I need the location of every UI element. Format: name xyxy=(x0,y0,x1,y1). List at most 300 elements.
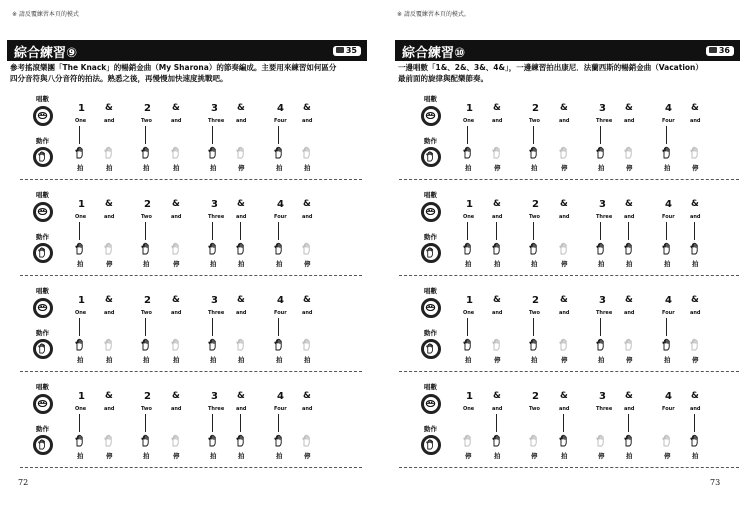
count-word: and xyxy=(690,406,701,412)
count-word: and xyxy=(559,406,570,412)
action-word: 停 xyxy=(106,452,113,460)
rhythm-block xyxy=(375,188,750,278)
clap-hand-icon xyxy=(558,432,570,445)
count-word: One xyxy=(463,214,475,220)
count-word: and xyxy=(104,406,115,412)
rest-hand-icon xyxy=(558,144,570,157)
sing-label: 唱數 xyxy=(36,287,49,295)
clap-hand-icon xyxy=(528,144,540,157)
rest-hand-icon xyxy=(623,144,635,157)
action-word: 停 xyxy=(304,260,311,268)
block-divider xyxy=(399,467,739,468)
beat-stroke xyxy=(694,222,695,240)
rest-hand-icon xyxy=(595,432,607,445)
rhythm-block xyxy=(0,92,375,182)
beat-stroke xyxy=(145,318,146,336)
count-word: Three xyxy=(596,406,613,412)
beat-stroke xyxy=(467,126,468,144)
clap-hand-icon xyxy=(595,144,607,157)
clap-hand-icon xyxy=(140,432,152,445)
rest-hand-icon xyxy=(689,336,701,349)
sing-label: 唱數 xyxy=(36,95,49,103)
count-word: and xyxy=(104,118,115,124)
clap-hand-icon xyxy=(74,144,86,157)
beat-and: & xyxy=(172,391,180,401)
beat-and: & xyxy=(691,103,699,113)
sing-label: 唱數 xyxy=(36,383,49,391)
action-word: 拍 xyxy=(276,260,283,268)
beat-and: & xyxy=(105,103,113,113)
count-word: Four xyxy=(662,406,675,412)
beat-and: & xyxy=(172,199,180,209)
action-word: 拍 xyxy=(465,260,472,268)
beat-number: 3 xyxy=(599,391,606,402)
count-word: Four xyxy=(274,406,287,412)
description-line: 參考搖滾樂團「The Knack」的暢銷金曲（My Sharona）的節奏編成。主要用來練習如何區分 xyxy=(10,63,337,72)
action-label: 動作 xyxy=(36,233,49,241)
beat-number: 4 xyxy=(277,199,284,210)
action-word: 停 xyxy=(561,164,568,172)
beat-and: & xyxy=(560,391,568,401)
count-word: and xyxy=(104,310,115,316)
rest-hand-icon xyxy=(491,336,503,349)
beat-stroke xyxy=(145,414,146,432)
beat-stroke xyxy=(600,222,601,240)
count-word: Three xyxy=(208,310,225,316)
beat-stroke xyxy=(666,318,667,336)
beat-number: 1 xyxy=(78,103,85,114)
count-word: Two xyxy=(141,310,152,316)
count-word: One xyxy=(75,310,87,316)
count-word: and xyxy=(302,214,313,220)
beat-number: 2 xyxy=(144,295,151,306)
clap-hand-icon xyxy=(207,336,219,349)
rest-hand-icon xyxy=(103,240,115,253)
right-page xyxy=(375,0,750,507)
rest-hand-icon xyxy=(558,240,570,253)
action-label: 動作 xyxy=(36,425,49,433)
beat-stroke xyxy=(666,222,667,240)
rest-hand-icon xyxy=(301,144,313,157)
action-word: 拍 xyxy=(77,452,84,460)
beat-stroke xyxy=(145,126,146,144)
rest-hand-icon xyxy=(103,336,115,349)
block-divider xyxy=(20,179,362,180)
beat-and: & xyxy=(237,391,245,401)
hand-icon xyxy=(33,147,53,167)
count-word: and xyxy=(302,118,313,124)
count-word: Two xyxy=(529,214,540,220)
action-word: 拍 xyxy=(143,164,150,172)
beat-and: & xyxy=(303,391,311,401)
rhythm-block xyxy=(0,188,375,278)
rest-hand-icon xyxy=(170,432,182,445)
clap-hand-icon xyxy=(273,144,285,157)
beat-number: 4 xyxy=(665,391,672,402)
cd-track-icon xyxy=(709,47,717,53)
clap-hand-icon xyxy=(273,432,285,445)
action-word: 停 xyxy=(304,452,311,460)
count-word: and xyxy=(492,406,503,412)
clap-hand-icon xyxy=(661,144,673,157)
count-word: and xyxy=(171,310,182,316)
block-divider xyxy=(20,371,362,372)
count-word: and xyxy=(624,118,635,124)
rest-hand-icon xyxy=(528,432,540,445)
beat-and: & xyxy=(625,199,633,209)
count-word: and xyxy=(492,310,503,316)
track-badge xyxy=(706,46,734,56)
beat-stroke xyxy=(79,126,80,144)
beat-stroke xyxy=(628,222,629,240)
description-line: 最前面的旋律與配樂節奏。 xyxy=(398,74,488,83)
track-number: 35 xyxy=(345,46,357,55)
beat-number: 1 xyxy=(466,295,473,306)
action-word: 拍 xyxy=(561,452,568,460)
action-word: 拍 xyxy=(494,452,501,460)
beat-stroke xyxy=(278,318,279,336)
clap-hand-icon xyxy=(689,240,701,253)
count-word: and xyxy=(302,406,313,412)
beat-and: & xyxy=(172,295,180,305)
count-word: Four xyxy=(274,310,287,316)
count-word: and xyxy=(559,118,570,124)
hand-icon xyxy=(33,243,53,263)
beat-and: & xyxy=(560,199,568,209)
beat-number: 1 xyxy=(466,103,473,114)
rest-hand-icon xyxy=(103,432,115,445)
count-word: and xyxy=(236,214,247,220)
mouth-icon xyxy=(421,106,441,126)
action-label: 動作 xyxy=(424,233,437,241)
mouth-icon xyxy=(33,394,53,414)
action-word: 拍 xyxy=(465,164,472,172)
clap-hand-icon xyxy=(140,336,152,349)
action-word: 拍 xyxy=(143,260,150,268)
beat-number: 3 xyxy=(599,199,606,210)
beat-stroke xyxy=(79,222,80,240)
beat-stroke xyxy=(240,414,241,432)
action-word: 停 xyxy=(173,260,180,268)
action-word: 拍 xyxy=(664,260,671,268)
count-word: and xyxy=(236,406,247,412)
action-word: 停 xyxy=(238,164,245,172)
clap-hand-icon xyxy=(595,336,607,349)
action-word: 拍 xyxy=(531,356,538,364)
clap-hand-icon xyxy=(273,336,285,349)
action-label: 動作 xyxy=(424,329,437,337)
clap-hand-icon xyxy=(74,240,86,253)
cd-track-icon xyxy=(336,47,344,53)
action-word: 停 xyxy=(106,260,113,268)
beat-and: & xyxy=(625,391,633,401)
action-word: 拍 xyxy=(664,356,671,364)
clap-hand-icon xyxy=(462,240,474,253)
beat-stroke xyxy=(467,318,468,336)
action-word: 停 xyxy=(561,356,568,364)
beat-and: & xyxy=(303,199,311,209)
action-word: 拍 xyxy=(598,164,605,172)
mouth-icon xyxy=(421,394,441,414)
clap-hand-icon xyxy=(491,432,503,445)
action-word: 拍 xyxy=(210,356,217,364)
action-word: 停 xyxy=(664,452,671,460)
sing-label: 唱數 xyxy=(424,95,437,103)
beat-stroke xyxy=(666,126,667,144)
beat-stroke xyxy=(145,222,146,240)
page-note: ※ 請反覆練習本頁的模式。 xyxy=(397,11,470,18)
beat-number: 4 xyxy=(665,103,672,114)
clap-hand-icon xyxy=(462,144,474,157)
clap-hand-icon xyxy=(74,432,86,445)
block-divider xyxy=(20,467,362,468)
beat-stroke xyxy=(628,414,629,432)
beat-stroke xyxy=(212,222,213,240)
beat-number: 3 xyxy=(599,103,606,114)
page-number: 72 xyxy=(18,478,29,487)
count-word: and xyxy=(171,118,182,124)
hand-icon xyxy=(33,435,53,455)
beat-number: 2 xyxy=(144,199,151,210)
action-word: 拍 xyxy=(692,452,699,460)
action-word: 拍 xyxy=(210,164,217,172)
count-word: Two xyxy=(141,406,152,412)
beat-and: & xyxy=(560,295,568,305)
beat-and: & xyxy=(493,103,501,113)
count-word: Four xyxy=(662,310,675,316)
count-word: and xyxy=(492,118,503,124)
count-word: and xyxy=(624,214,635,220)
beat-and: & xyxy=(237,295,245,305)
rest-hand-icon xyxy=(491,144,503,157)
action-word: 拍 xyxy=(304,164,311,172)
sing-label: 唱數 xyxy=(424,383,437,391)
hand-icon xyxy=(421,243,441,263)
count-word: and xyxy=(559,310,570,316)
action-word: 拍 xyxy=(664,164,671,172)
clap-hand-icon xyxy=(140,240,152,253)
action-word: 拍 xyxy=(238,452,245,460)
count-word: One xyxy=(75,118,87,124)
count-word: Three xyxy=(208,406,225,412)
page-title: 綜合練習⑩ xyxy=(402,46,466,61)
beat-and: & xyxy=(691,391,699,401)
count-word: and xyxy=(624,406,635,412)
action-word: 停 xyxy=(626,356,633,364)
action-word: 拍 xyxy=(173,164,180,172)
count-word: One xyxy=(463,406,475,412)
count-word: and xyxy=(104,214,115,220)
count-word: Two xyxy=(529,118,540,124)
action-word: 停 xyxy=(692,164,699,172)
page-title: 綜合練習⑨ xyxy=(14,46,78,61)
hand-icon xyxy=(421,435,441,455)
title-bar xyxy=(7,40,367,61)
action-word: 停 xyxy=(494,164,501,172)
rest-hand-icon xyxy=(661,432,673,445)
page-note: ※ 請反覆練習本頁的模式 xyxy=(12,11,79,18)
beat-stroke xyxy=(600,318,601,336)
count-word: and xyxy=(236,310,247,316)
clap-hand-icon xyxy=(661,336,673,349)
mouth-icon xyxy=(33,202,53,222)
beat-number: 3 xyxy=(211,199,218,210)
clap-hand-icon xyxy=(528,240,540,253)
count-word: Four xyxy=(662,118,675,124)
beat-number: 1 xyxy=(78,391,85,402)
count-word: Three xyxy=(596,310,613,316)
action-word: 拍 xyxy=(692,260,699,268)
count-word: One xyxy=(75,214,87,220)
clap-hand-icon xyxy=(235,432,247,445)
rest-hand-icon xyxy=(235,336,247,349)
action-word: 拍 xyxy=(598,260,605,268)
beat-stroke xyxy=(212,318,213,336)
beat-number: 2 xyxy=(532,199,539,210)
count-word: Two xyxy=(529,406,540,412)
action-label: 動作 xyxy=(424,425,437,433)
rest-hand-icon xyxy=(301,336,313,349)
clap-hand-icon xyxy=(207,432,219,445)
beat-number: 3 xyxy=(211,295,218,306)
beat-and: & xyxy=(237,199,245,209)
beat-and: & xyxy=(105,391,113,401)
sing-label: 唱數 xyxy=(424,191,437,199)
action-word: 拍 xyxy=(276,164,283,172)
beat-number: 3 xyxy=(211,103,218,114)
clap-hand-icon xyxy=(140,144,152,157)
action-word: 拍 xyxy=(238,356,245,364)
count-word: and xyxy=(302,310,313,316)
beat-and: & xyxy=(172,103,180,113)
action-word: 停 xyxy=(692,356,699,364)
mouth-icon xyxy=(421,202,441,222)
mouth-icon xyxy=(33,106,53,126)
beat-and: & xyxy=(493,199,501,209)
action-word: 拍 xyxy=(106,164,113,172)
count-word: Four xyxy=(274,214,287,220)
beat-stroke xyxy=(278,126,279,144)
action-word: 停 xyxy=(173,452,180,460)
rest-hand-icon xyxy=(462,432,474,445)
beat-number: 2 xyxy=(144,391,151,402)
action-word: 停 xyxy=(626,164,633,172)
hand-icon xyxy=(421,147,441,167)
block-divider xyxy=(399,179,739,180)
count-word: Four xyxy=(662,214,675,220)
beat-and: & xyxy=(493,391,501,401)
rhythm-block xyxy=(375,284,750,374)
count-word: and xyxy=(236,118,247,124)
clap-hand-icon xyxy=(273,240,285,253)
rest-hand-icon xyxy=(689,144,701,157)
action-word: 拍 xyxy=(77,164,84,172)
beat-and: & xyxy=(303,295,311,305)
title-bar xyxy=(395,40,740,61)
beat-and: & xyxy=(691,295,699,305)
beat-number: 4 xyxy=(665,199,672,210)
beat-and: & xyxy=(625,295,633,305)
beat-number: 2 xyxy=(532,295,539,306)
rhythm-block xyxy=(0,284,375,374)
beat-and: & xyxy=(303,103,311,113)
action-word: 拍 xyxy=(143,356,150,364)
beat-stroke xyxy=(600,126,601,144)
hand-icon xyxy=(33,339,53,359)
beat-stroke xyxy=(212,126,213,144)
page-number: 73 xyxy=(710,478,721,487)
rest-hand-icon xyxy=(235,144,247,157)
mouth-icon xyxy=(33,298,53,318)
action-word: 停 xyxy=(598,452,605,460)
action-word: 拍 xyxy=(626,260,633,268)
count-word: Two xyxy=(529,310,540,316)
sing-label: 唱數 xyxy=(424,287,437,295)
action-word: 停 xyxy=(465,452,472,460)
beat-number: 2 xyxy=(532,103,539,114)
rhythm-block xyxy=(375,380,750,470)
count-word: and xyxy=(690,214,701,220)
mouth-icon xyxy=(421,298,441,318)
rest-hand-icon xyxy=(103,144,115,157)
count-word: and xyxy=(690,310,701,316)
clap-hand-icon xyxy=(661,240,673,253)
beat-number: 3 xyxy=(599,295,606,306)
rest-hand-icon xyxy=(301,432,313,445)
action-label: 動作 xyxy=(424,137,437,145)
count-word: and xyxy=(559,214,570,220)
action-label: 動作 xyxy=(36,329,49,337)
clap-hand-icon xyxy=(207,144,219,157)
track-number: 36 xyxy=(718,46,730,55)
beat-number: 1 xyxy=(78,295,85,306)
description-line: 一邊唱數「1&、2&、3&、4&」，一邊練習拍出康尼．法蘭西斯的暢銷金曲（Vacation） xyxy=(398,63,703,72)
rest-hand-icon xyxy=(623,336,635,349)
beat-number: 2 xyxy=(144,103,151,114)
clap-hand-icon xyxy=(528,336,540,349)
clap-hand-icon xyxy=(74,336,86,349)
count-word: and xyxy=(171,406,182,412)
beat-and: & xyxy=(105,199,113,209)
rhythm-block xyxy=(0,380,375,470)
rest-hand-icon xyxy=(170,336,182,349)
beat-number: 4 xyxy=(277,295,284,306)
action-word: 拍 xyxy=(77,356,84,364)
action-word: 拍 xyxy=(210,260,217,268)
clap-hand-icon xyxy=(207,240,219,253)
beat-number: 2 xyxy=(532,391,539,402)
beat-number: 3 xyxy=(211,391,218,402)
action-word: 拍 xyxy=(531,164,538,172)
rest-hand-icon xyxy=(170,144,182,157)
beat-and: & xyxy=(237,103,245,113)
rest-hand-icon xyxy=(558,336,570,349)
block-divider xyxy=(399,275,739,276)
count-word: and xyxy=(690,118,701,124)
action-word: 停 xyxy=(494,356,501,364)
action-word: 拍 xyxy=(276,452,283,460)
beat-stroke xyxy=(694,414,695,432)
count-word: Two xyxy=(141,118,152,124)
beat-number: 4 xyxy=(665,295,672,306)
clap-hand-icon xyxy=(689,432,701,445)
count-word: Four xyxy=(274,118,287,124)
count-word: Two xyxy=(141,214,152,220)
beat-stroke xyxy=(533,126,534,144)
count-word: Three xyxy=(596,118,613,124)
count-word: Three xyxy=(208,214,225,220)
beat-stroke xyxy=(533,222,534,240)
